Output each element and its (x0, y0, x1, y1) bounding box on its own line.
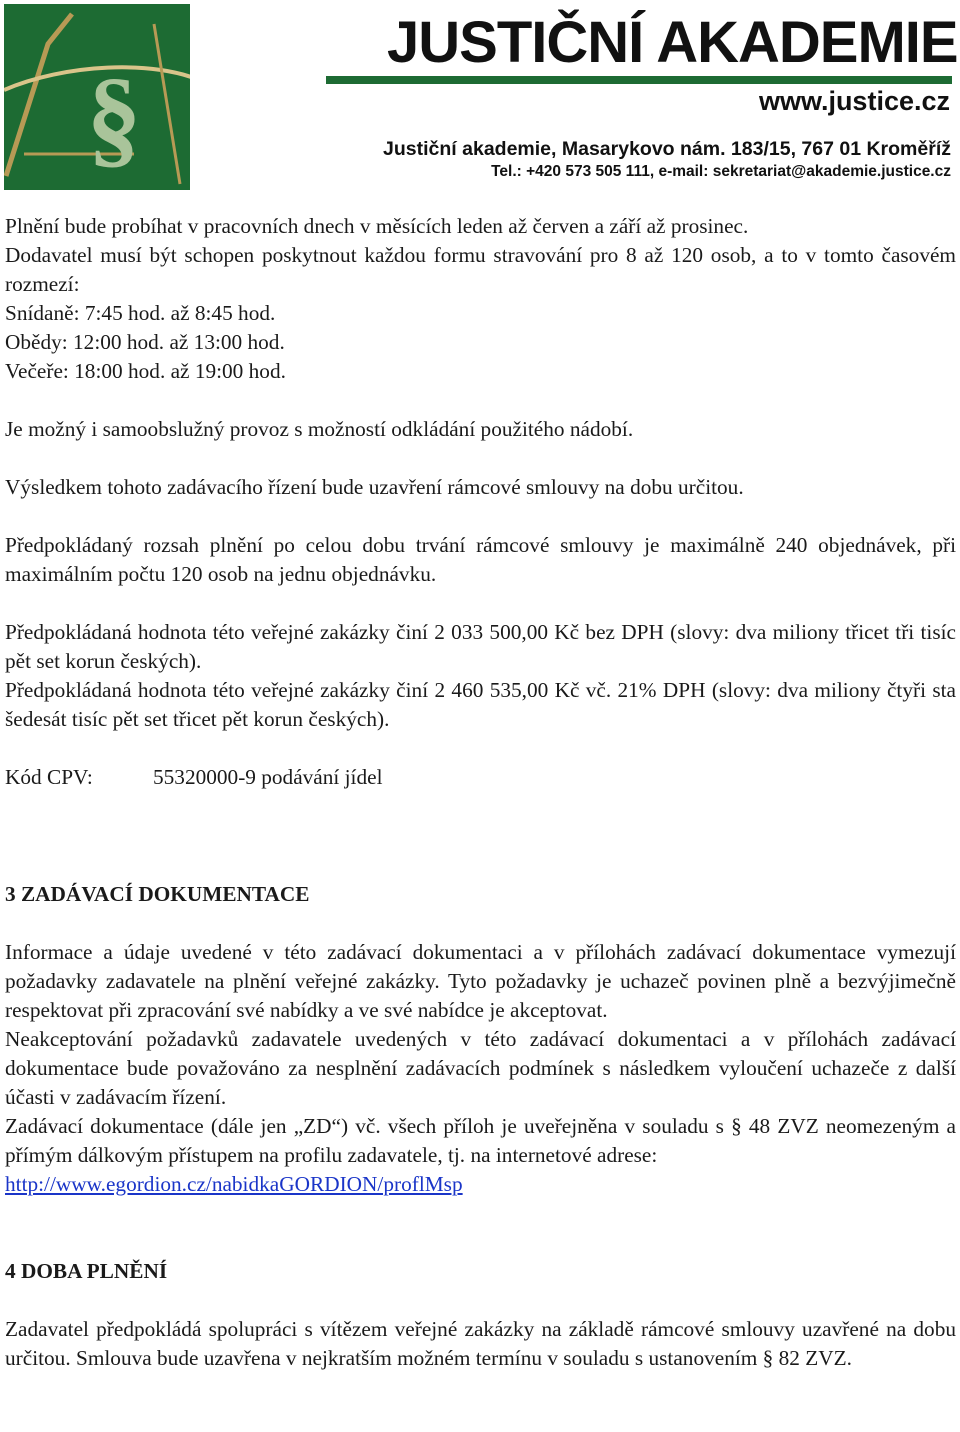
section-4-heading: 4 DOBA PLNĚNÍ (5, 1259, 168, 1283)
svg-text:§: § (86, 56, 142, 178)
section-4-paragraph-1: Zadavatel předpokládá spolupráci s vítězem veřejné zakázky na základě rámcové smlouvy uzavřené na dobu určitou. Smlouva bude uzavřena v nejkratším možném termínu v souladu s ustanovením § 82 ZVZ. (5, 1317, 956, 1370)
paragraph-supplier-capacity: Dodavatel musí být schopen poskytnout každou formu stravování pro 8 až 120 osob, a to v tomto časovém rozmezí: (5, 243, 956, 296)
paragraph-self-service: Je možný i samoobslužný provoz s možností odkládání použitého nádobí. (5, 417, 634, 441)
section-3-paragraph-2: Neakceptování požadavků zadavatele uvedených v této zadávací dokumentaci a v přílohách zadávací dokumentace bude považováno za nesplnění zadávacích podmínek s následkem vyloučení uchazeče z další účasti v zadávacím řízení. (5, 1027, 956, 1109)
paragraph-value-excl-vat: Předpokládaná hodnota této veřejné zakázky činí 2 033 500,00 Kč bez DPH (slovy: dva miliony třicet tři tisíc pět set korun českých). (5, 620, 956, 673)
section-3-paragraph-3: Zadávací dokumentace (dále jen „ZD“) vč. všech příloh je uveřejněna v souladu s § 48 ZVZ neomezeným a přímým dálkovým přístupem na profilu zadavatele, tj. na internetové adrese: (5, 1114, 956, 1167)
section-3-paragraph-1: Informace a údaje uvedené v této zadávací dokumentaci a v přílohách zadávací dokumentace vymezují požadavky zadavatele na plnění veřejné zakázky. Tyto požadavky je uchazeč povinen plně a bezvýjimečně respektovat při zpracování své nabídky a ve své nabídce je akceptovat. (5, 940, 956, 1022)
address-text: Justiční akademie, Masarykovo nám. 183/15, 767 01 Kroměříž (383, 138, 951, 160)
paragraph-value-incl-vat: Předpokládaná hodnota této veřejné zakázky činí 2 460 535,00 Kč vč. 21% DPH (slovy: dva miliony čtyři sta šedesát tisíc pět set třicet pět korun českých). (5, 678, 956, 731)
contact-text: Tel.: +420 573 505 111, e-mail: sekretariat@akademie.justice.cz (491, 163, 951, 180)
paragraph-schedule: Plnění bude probíhat v pracovních dnech v měsících leden až červen a září až prosinec. (5, 214, 749, 238)
lunch-time: Obědy: 12:00 hod. až 13:00 hod. (5, 330, 285, 354)
dinner-time: Večeře: 18:00 hod. až 19:00 hod. (5, 359, 286, 383)
justice-scales-paragraph-logo (4, 4, 190, 190)
cpv-label: Kód CPV: (5, 765, 93, 789)
breakfast-time: Snídaně: 7:45 hod. až 8:45 hod. (5, 301, 276, 325)
cpv-value: 55320000-9 podávání jídel (153, 765, 383, 789)
letterhead (0, 0, 960, 196)
website-text: www.justice.cz (758, 86, 950, 116)
section-3-heading: 3 ZADÁVACÍ DOKUMENTACE (5, 882, 310, 906)
paragraph-framework-result: Výsledkem tohoto zadávacího řízení bude uzavření rámcové smlouvy na dobu určitou. (5, 475, 744, 499)
organization-title: JUSTIČNÍ AKADEMIE (387, 10, 958, 75)
profile-link[interactable]: http://www.egordion.cz/nabidkaGORDION/proflMsp (5, 1172, 463, 1196)
cpv-code-row (5, 763, 956, 792)
header-divider (326, 76, 952, 84)
document-body (5, 212, 956, 1373)
paragraph-scope: Předpokládaný rozsah plnění po celou dobu trvání rámcové smlouvy je maximálně 240 objednávek, při maximálním počtu 120 osob na jednu objednávku. (5, 533, 956, 586)
